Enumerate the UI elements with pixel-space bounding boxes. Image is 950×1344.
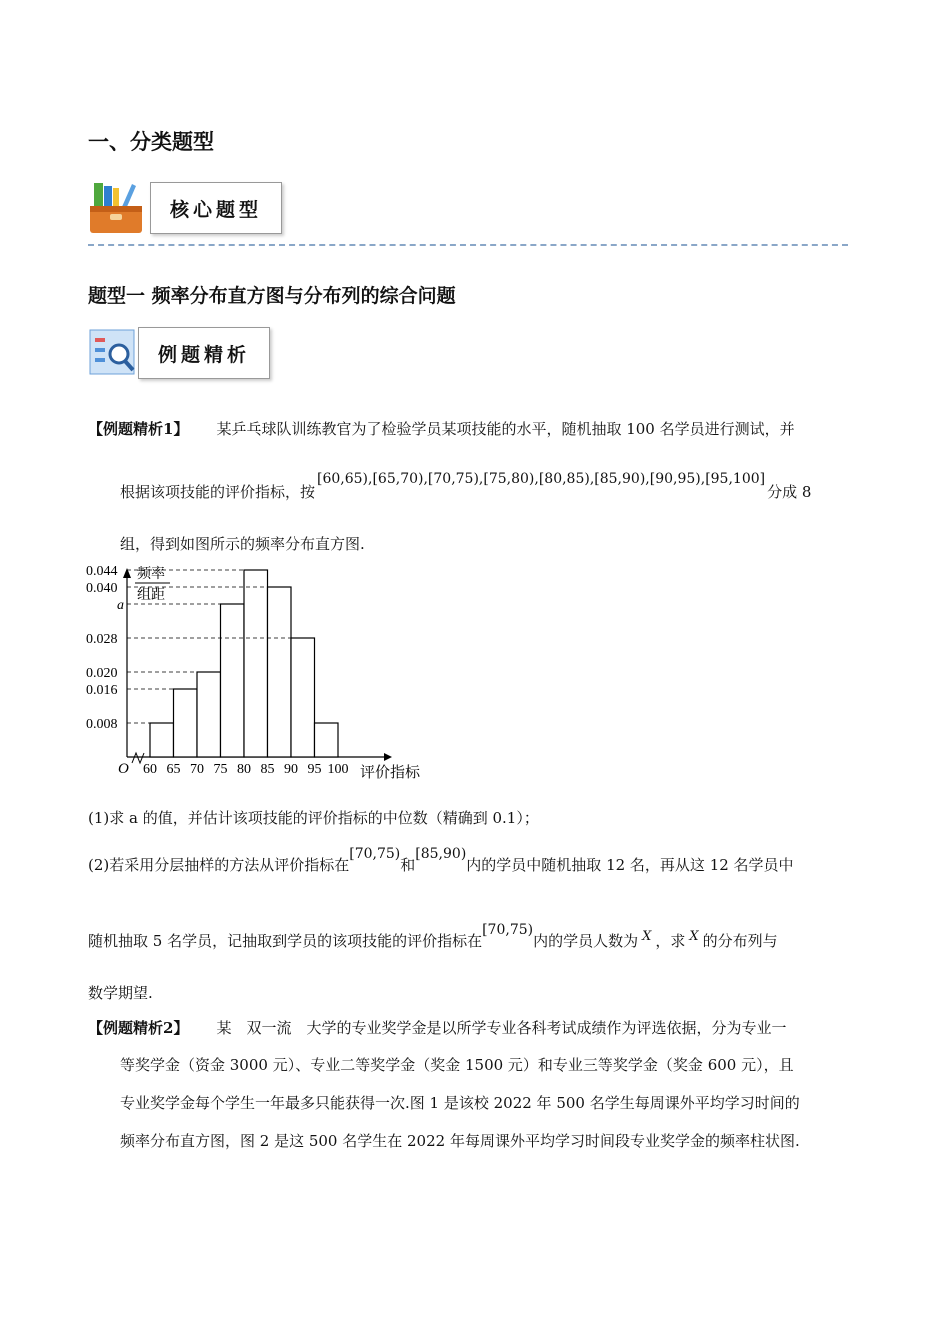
x-tick-label: 60 <box>143 762 157 777</box>
q2-var-x1: X <box>642 929 652 944</box>
x-tick-label: 80 <box>237 762 251 777</box>
y-tick-label: 0.016 <box>86 683 118 698</box>
histogram-bar <box>150 723 174 757</box>
question-2-line3: 数学期望. <box>88 984 153 1002</box>
y-label-denominator: 组距 <box>137 588 165 603</box>
frequency-histogram <box>84 562 444 788</box>
q2-text-d: 内的学员人数为 <box>533 932 639 950</box>
histogram-bar <box>197 672 221 757</box>
y-tick-label: 0.008 <box>86 717 118 732</box>
example-label: 例题精析 <box>138 327 270 379</box>
q2-and: 和 <box>400 856 416 874</box>
q2-text-e: ，求 <box>655 932 686 950</box>
question-1: (1)求 a 的值，并估计该项技能的评价指标的中位数（精确到 0.1）； <box>88 809 539 827</box>
x-axis-arrow <box>384 753 392 761</box>
toolbox-icon <box>88 180 144 236</box>
histogram-bar <box>315 723 339 757</box>
example2-line2: 等奖学金（资金 3000 元）、专业二等奖学金（奖金 1500 元）和专业三等奖学金（奖金 600 元），且 <box>120 1056 794 1074</box>
q2-interval-1: [70,75) <box>349 846 401 862</box>
interval-list: [60,65),[65,70),[70,75),[75,80),[80,85),[85,90),[90,95),[95,100] <box>317 471 766 487</box>
y-axis-arrow <box>123 568 131 578</box>
example1-text-2: 根据该项技能的评价指标，按 <box>120 483 316 501</box>
y-tick-label: a <box>117 598 124 613</box>
origin-label: O <box>118 761 129 777</box>
histogram-bar <box>291 638 315 757</box>
x-tick-label: 65 <box>166 762 181 777</box>
core-topic-banner <box>88 180 288 236</box>
example1-text-1: 某乒乓球队训练教官为了检验学员某项技能的水平，随机抽取 100 名学员进行测试，并 <box>216 420 795 438</box>
example1-line2 <box>120 471 812 503</box>
example1-tag: 【例题精析1】 <box>88 420 189 438</box>
example1-text-2b: 分成 8 <box>767 483 812 501</box>
histogram-bar <box>268 587 292 757</box>
example2-tag: 【例题精析2】 <box>88 1019 189 1037</box>
x-tick-label: 85 <box>260 762 275 777</box>
q2-interval-2: [85,90) <box>415 846 467 862</box>
example1-line3: 组，得到如图所示的频率分布直方图. <box>120 535 365 553</box>
y-tick-label: 0.020 <box>86 666 118 681</box>
x-tick-label: 95 <box>307 762 322 777</box>
divider <box>88 244 848 246</box>
q2-var-x2: X <box>689 929 699 944</box>
question-2-line2 <box>88 922 778 953</box>
example2-text-1: 某 双一流 大学的专业奖学金是以所学专业各科考试成绩作为评选依据，分为专业一 <box>216 1019 787 1037</box>
topic-title: 题型一 频率分布直方图与分布列的综合问题 <box>88 285 456 307</box>
y-tick-label: 0.040 <box>86 581 118 596</box>
section-title: 一、分类题型 <box>88 130 214 154</box>
example-banner <box>88 326 278 380</box>
q2-interval-3: [70,75) <box>482 922 534 938</box>
example1-line1 <box>88 419 795 439</box>
q2-text-c: 随机抽取 5 名学员，记抽取到学员的该项技能的评价指标在 <box>88 932 483 950</box>
histogram-bar <box>244 570 268 757</box>
magnifier-icon <box>88 326 138 378</box>
x-axis-label: 评价指标 <box>360 765 421 781</box>
y-tick-label: 0.028 <box>86 632 118 647</box>
core-topic-label: 核心题型 <box>150 182 282 234</box>
q2-text-a: (2)若采用分层抽样的方法从评价指标在 <box>88 856 350 874</box>
y-label-numerator: 频率 <box>137 567 165 582</box>
x-tick-label: 90 <box>284 762 298 777</box>
example2-line4: 频率分布直方图，图 2 是这 500 名学生在 2022 年每周课外平均学习时间段专业奖学金的频率柱状图. <box>120 1132 800 1150</box>
example2-line1 <box>88 1018 786 1038</box>
q2-text-f: 的分布列与 <box>702 932 778 950</box>
x-tick-label: 100 <box>327 762 349 777</box>
x-tick-label: 70 <box>190 762 204 777</box>
histogram-bar <box>221 604 245 757</box>
histogram-bar <box>174 689 198 757</box>
q2-text-b: 内的学员中随机抽取 12 名，再从这 12 名学员中 <box>466 856 794 874</box>
question-2-line1 <box>88 846 794 876</box>
y-tick-label: 0.044 <box>86 564 118 579</box>
x-tick-label: 75 <box>213 762 228 777</box>
example2-line3: 专业奖学金每个学生一年最多只能获得一次.图 1 是该校 2022 年 500 名学生每周课外平均学习时间的 <box>120 1094 800 1112</box>
